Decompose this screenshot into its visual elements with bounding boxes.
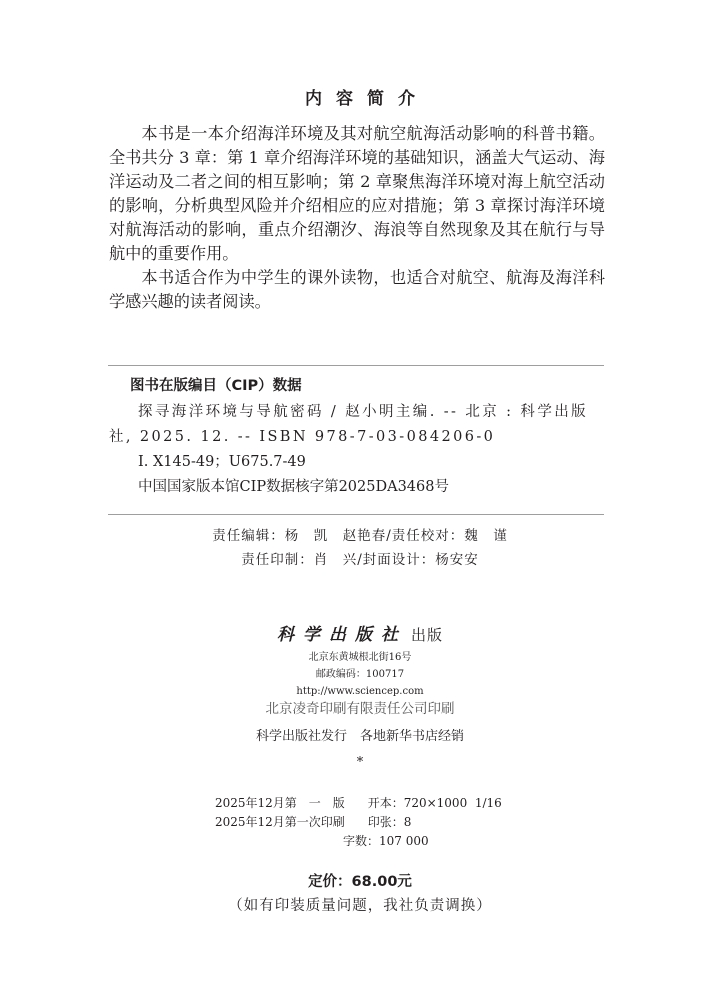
cip-classification: Ⅰ. X145-49；U675.7-49 — [138, 454, 306, 470]
distribution: 科学出版社发行 各地新华书店经销 — [255, 729, 464, 744]
cip-bottom-divider — [108, 514, 604, 515]
summary-paragraph: 本书适合作为中学生的课外读物，也适合对航空、航海及海洋科学感兴趣的读者阅读。 — [109, 268, 605, 311]
cip-record-number: 中国国家版本馆CIP数据核字第2025DA3468号 — [138, 479, 449, 495]
publisher-address: 北京东黄城根北街16号 — [308, 652, 412, 663]
credits-editors: 责任编辑：杨 凯 赵艳春/责任校对：魏 谨 — [212, 528, 508, 544]
print-date: 2025年12月第一次印刷 — [215, 815, 345, 829]
price: 定价：68.00元 — [308, 874, 412, 890]
publisher-block — [0, 620, 720, 700]
summary-paragraph: 本书是一本介绍海洋环境及其对航空航海活动影响的科普书籍。全书共分 3 章：第 1 章介绍海洋环境的基础知识，涵盖大气运动、海洋运动及二者之间的相互影响；第 2 章聚焦海洋环境对海上航空活动的影响，分析典型风险并介绍相应的应对措施；第 3 章探讨海洋环境对航海活动的影响，重点介绍潮汐、海浪等自然现象及其在航行与导航中的重要作用。 — [109, 124, 605, 263]
cip-bibliographic-line: 探寻海洋环境与导航密码 / 赵小明主编. -- 北京 : 科学出版社, 2025. 12. -- ISBN 978-7-03-084206-0 — [109, 404, 589, 445]
summary-title: 内容简介 — [305, 89, 429, 109]
publisher-suffix: 出版 — [410, 626, 443, 644]
format-size: 开本：720×1000 1/16 — [367, 796, 502, 810]
publisher-postcode: 邮政编码：100717 — [315, 669, 405, 680]
publisher-name: 科学出版社 — [276, 625, 407, 645]
word-count: 字数：107 000 — [343, 834, 429, 848]
summary-body — [109, 122, 605, 314]
return-note: （如有印装质量问题，我社负责调换） — [228, 898, 492, 914]
edition-info — [215, 794, 502, 851]
separator-star: * — [356, 755, 364, 770]
edition-date: 2025年12月第 一 版 — [215, 796, 345, 810]
credits-production: 责任印制：肖 兴/封面设计：杨安安 — [241, 552, 479, 568]
printer: 北京凌奇印刷有限责任公司印刷 — [265, 701, 455, 717]
cip-top-divider — [108, 365, 604, 366]
sheet-count: 印张：8 — [367, 815, 412, 829]
cip-heading: 图书在版编目（CIP）数据 — [130, 378, 302, 394]
credits — [0, 524, 720, 572]
publisher-website: http://www.sciencep.com — [296, 686, 424, 697]
cip-body — [109, 400, 603, 500]
